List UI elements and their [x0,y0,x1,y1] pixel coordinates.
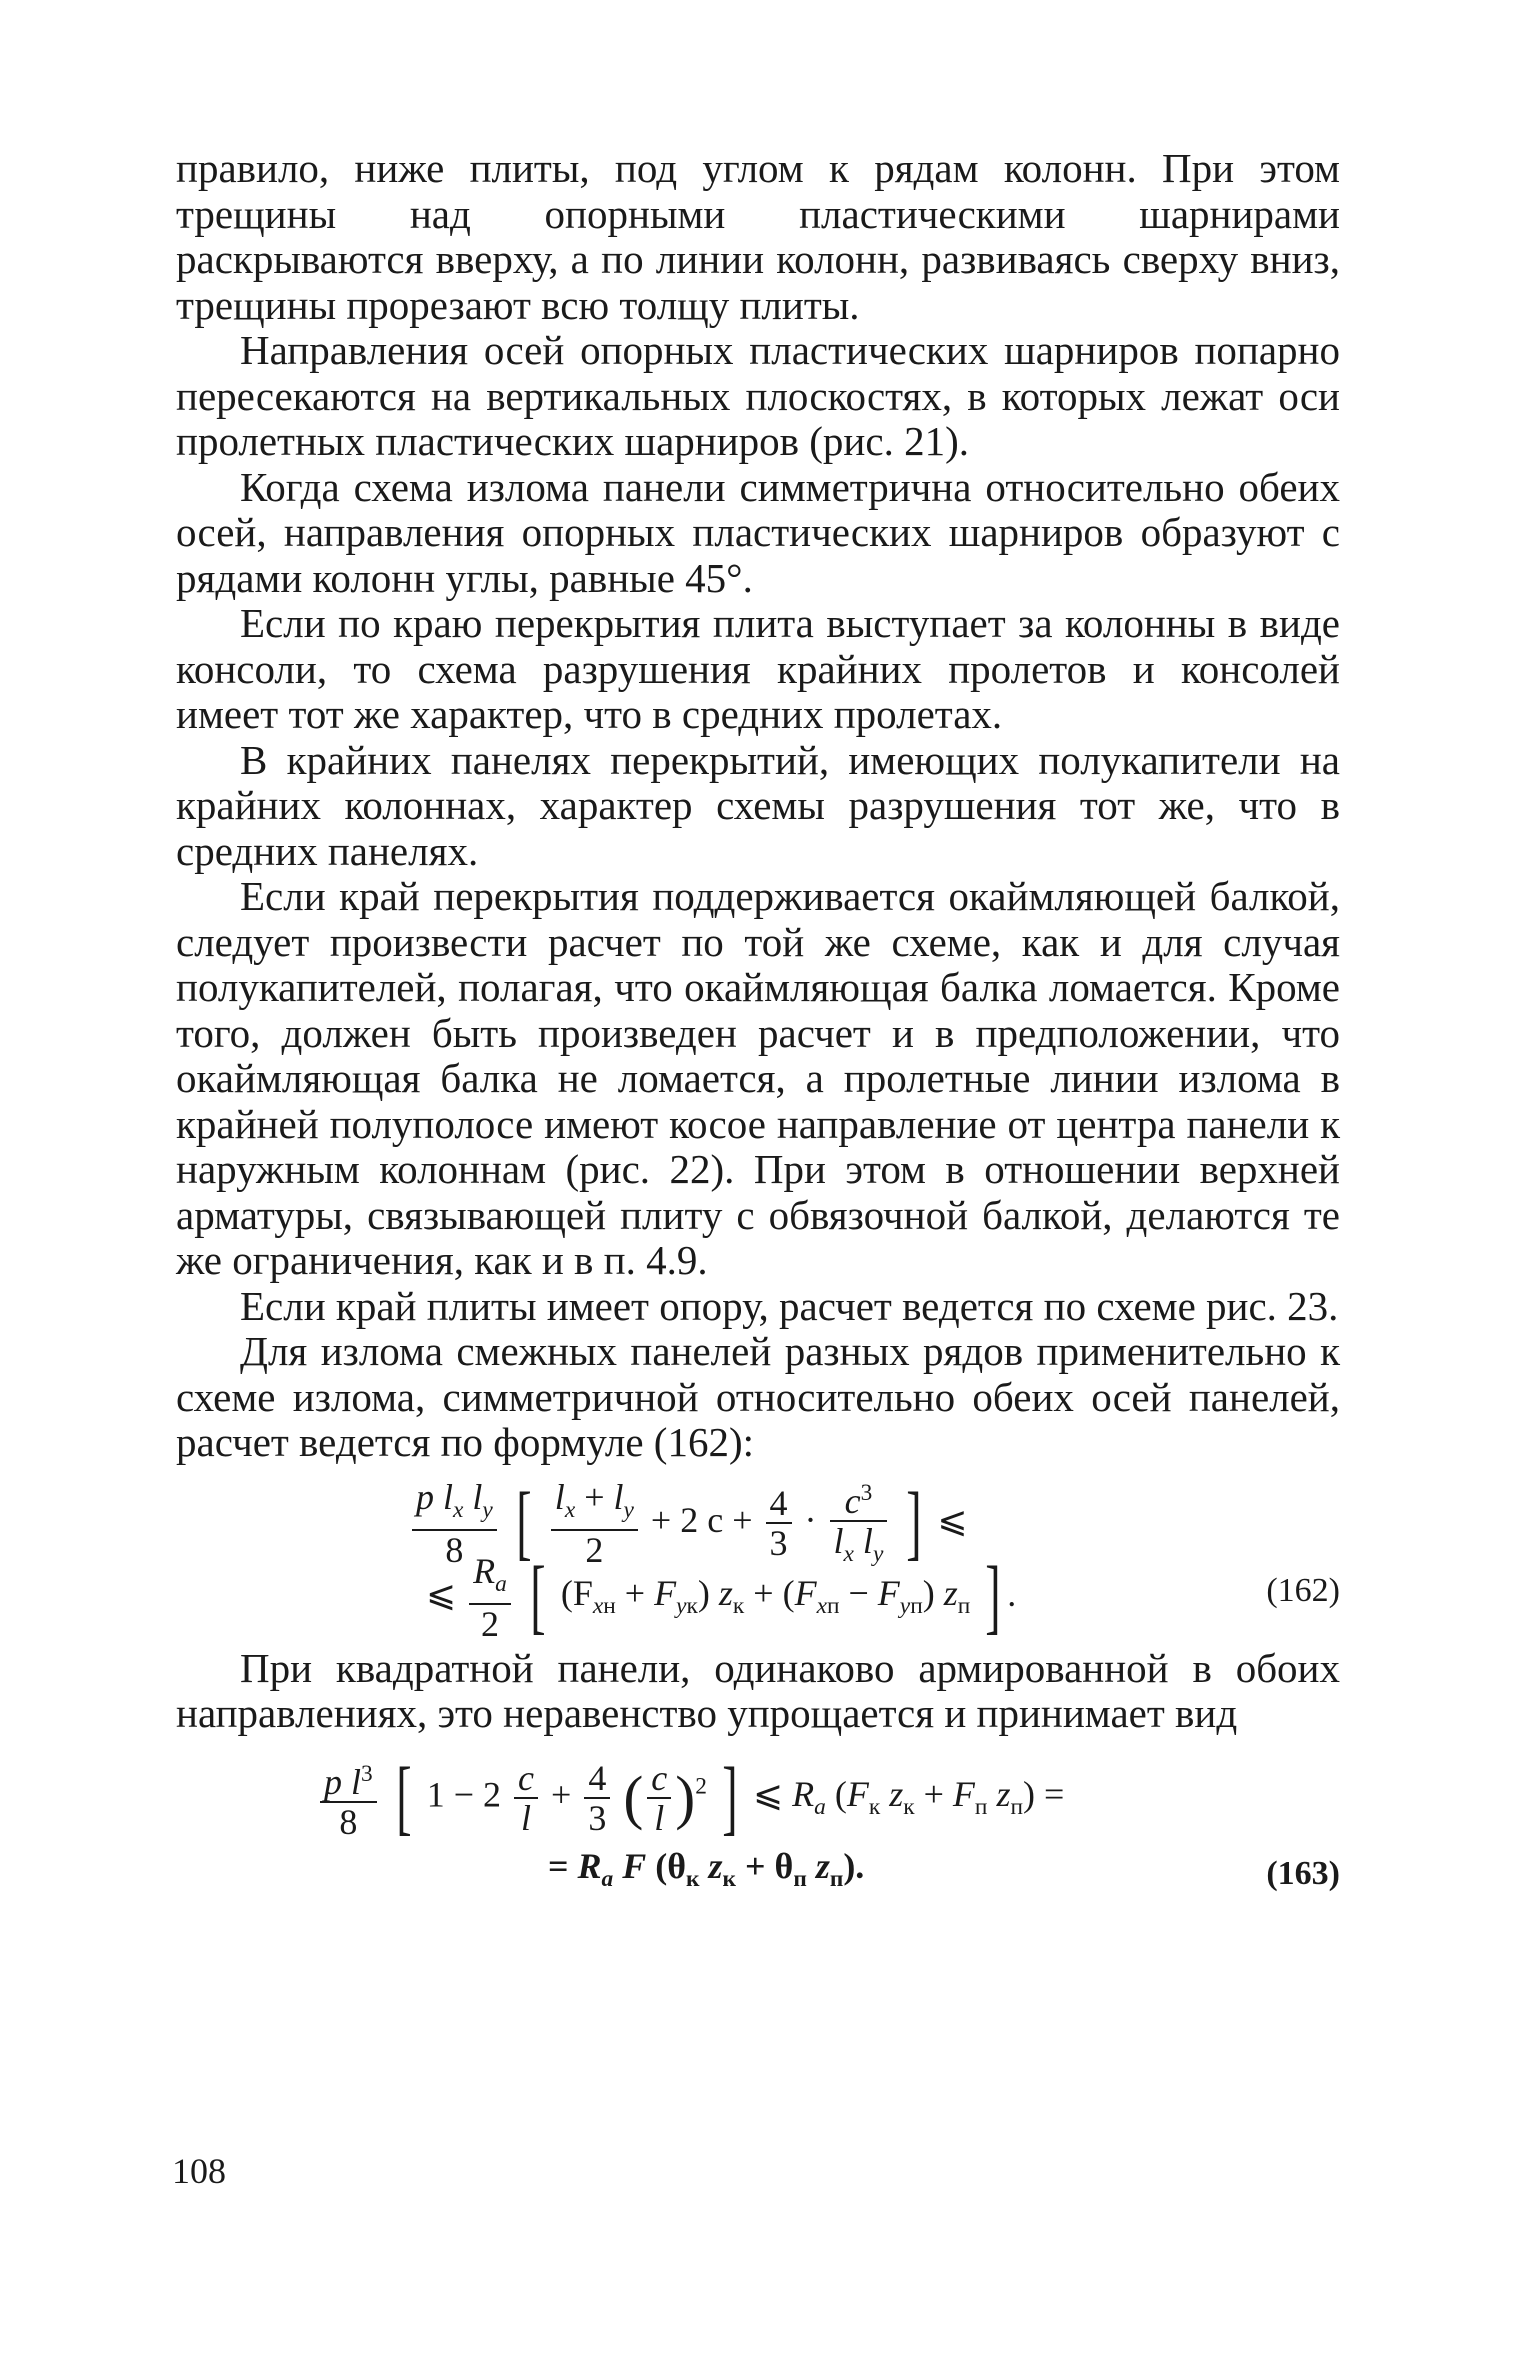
fraction-numerator: R [473,1550,496,1591]
page-number: 108 [172,2151,226,2191]
left-bracket: [ [516,1476,532,1570]
equation-number: (162) [1266,1571,1340,1609]
formula-body: $(F_{xн} + F_{yк}) z_к + (F_{xп} - F_{yп})$ $z_п$ [560,1573,971,1620]
fraction-denominator: 3 [769,1523,788,1564]
paragraph: В крайних панелях перекрытий, имеющих полукапители на крайних колоннах, характер схемы разрушения тот же, что в средних панелях. [176,736,1340,874]
fraction-denominator: 2 [481,1603,500,1644]
formula-162 [176,1474,1340,1644]
fraction-numerator: c [844,1480,861,1521]
fraction-numerator: c [518,1757,534,1798]
paragraph: Когда схема излома панели симметрична относительно обеих осей, направления опорных пластических шарниров образуют с рядами колонн углы, равные 45°. [176,463,1340,601]
fraction-denominator: l [833,1520,844,1561]
paragraph: Если по краю перекрытия плита выступает за колонны в виде консоли, то схема разрушения крайних пролетов и консолей имеет тот же характер, что в средних пролетах. [176,600,1340,737]
fraction [766,1484,792,1562]
formula-rhs: ⩽ $R_a$ ($F_к$ $z_к + F_п$ $z_п$) = [752,1773,1065,1820]
formula-162-line-2: ⩽ $\frac{R_a}{2}$ [ $(F_{xн} + F_{yк}) z_к + (F_{xп} - F_{yп})$ $z_п$ ] . [426,1550,1017,1644]
fraction-numerator: 4 [584,1759,610,1799]
multiply-dot: · [804,1499,817,1540]
paragraph: Направления осей опорных пластических шарниров попарно пересекаются на вертикальных плоскостях, в которых лежат оси пролетных пластических шарниров (рис. 21). [176,327,1340,464]
fraction-denominator: 8 [339,1801,358,1842]
fraction: $\frac{p l_x l_y}{8}$ [412,1478,497,1569]
text-column [176,146,1340,1929]
fraction: $\frac{R_a}{2}$ [469,1552,511,1643]
paragraph: Если край перекрытия поддерживается окаймляющей балкой, следует произвести расчет по той же схеме, как и для случая полукапителей, полагая, что окаймляющая балка ломается. Кроме того, должен быть произведен расчет и в предположении, что окаймляющая балка не ломается, а пролетные линии излома в крайней полуполосе имеют косое направление от центра панели к наружным колоннам (рис. 22). При этом в отношении верхней арматуры, связывающей плиту с обвязочной балкой, делаются те же ограничения, как и в п. 4.9. [176,873,1340,1283]
fraction-numerator: c [651,1757,668,1798]
right-bracket: ] [985,1550,1001,1644]
left-bracket: [ [530,1550,546,1644]
formula-163 [176,1750,1340,1915]
left-bracket: [ [396,1750,412,1844]
equation-number: (163) [1266,1854,1340,1892]
paragraph: Если край плиты имеет опору, расчет ведется по схеме рис. 23. [240,1282,1339,1329]
paragraph: При квадратной панели, одинаково армированной в обоих направлениях, это неравенство упрощается и принимает вид [176,1644,1340,1736]
fraction-numerator: l [554,1476,565,1517]
formula-term: + 2 c + [650,1499,753,1540]
right-bracket: ] [906,1476,923,1570]
paragraph: правило, ниже плиты, под углом к рядам колонн. При этом трещины над опорными пластическими шарнирами раскрываются вверху, а по линии колонн, развиваясь сверху вниз, трещины прорезают всю толщу плиты. [176,145,1340,328]
paragraph: Для излома смежных панелей разных рядов применительно к схеме излома, симметричной относительно обеих осей панелей, расчет ведется по формуле (162): [176,1328,1340,1465]
fraction-denominator: l [654,1797,665,1838]
fraction-denominator: 8 [445,1529,464,1570]
fraction-numerator: p l [416,1476,454,1517]
fraction: $\frac{l_x + l_y}{2}$ [551,1478,638,1569]
formula-term: 1 − 2 [426,1773,502,1814]
formula-163-line-2: = $R_a$ F ($\theta_к$ $z_к + \theta_п$ $z_п$). [548,1845,865,1892]
fraction-numerator: 4 [766,1484,792,1524]
right-bracket: ] [722,1750,738,1844]
fraction [584,1759,610,1837]
fraction-denominator: 3 [588,1797,607,1838]
fraction: $\frac{p l^3}{8}$ [320,1755,377,1841]
fraction [647,1759,671,1837]
fraction-numerator: p l [324,1761,362,1802]
leq-sign: ⩽ [937,1499,968,1540]
formula-163-line-1: $\frac{p l^3}{8}$ [ 1 − 2 $\frac{c}{l}$ + $\frac{4}{3}$ ( $\frac{c}{l}$ )$^2$ ] ⩽ $R_a$ ($F_к$ $z_к + F_п$ $z_п$) = [316,1755,1064,1841]
fraction-denominator: l [521,1797,532,1838]
fraction: $\frac{c^3}{l_x l_y}$ [830,1474,888,1573]
plus-sign: + [551,1773,572,1814]
fraction-denominator: 2 [585,1529,604,1570]
fraction [514,1759,538,1837]
